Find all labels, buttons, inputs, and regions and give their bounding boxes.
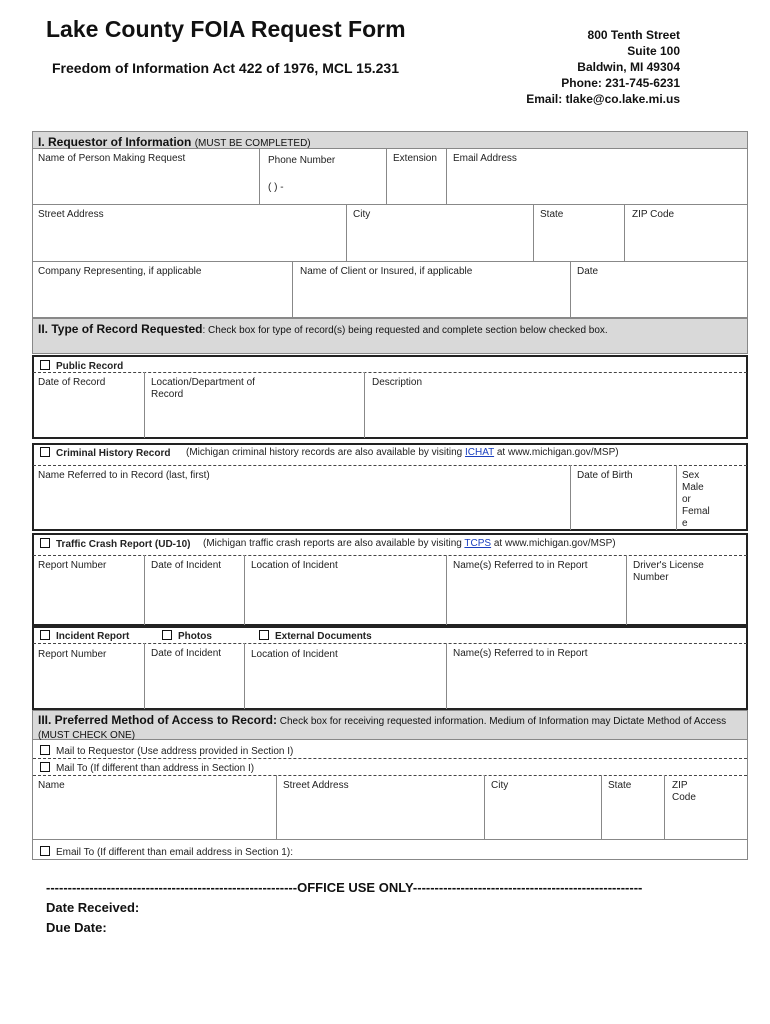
incident-location-field[interactable]: Location of Incident <box>251 649 338 660</box>
public-record-box <box>32 355 748 439</box>
ichat-note-pre: (Michigan criminal history records are also available by visiting <box>186 447 465 458</box>
checkbox-icon[interactable] <box>40 360 50 370</box>
description-field[interactable]: Description <box>372 377 423 388</box>
email-to-checkbox[interactable] <box>40 846 293 859</box>
requestor-name-field[interactable]: Name of Person Making Request <box>38 153 186 164</box>
tcps-note-pre: (Michigan traffic crash reports are also available by visiting <box>203 538 465 549</box>
sex-field[interactable] <box>682 470 716 530</box>
section3-title <box>38 714 738 742</box>
criminal-history-label: Criminal History Record <box>56 448 171 459</box>
incident-report-box <box>32 626 748 710</box>
date-of-birth-field[interactable]: Date of Birth <box>577 470 633 481</box>
checkbox-icon[interactable] <box>162 630 172 640</box>
address-phone: Phone: 231-745-6231 <box>561 76 680 90</box>
tcps-link[interactable]: TCPS <box>464 538 492 549</box>
traffic-crash-label: Traffic Crash Report (UD-10) <box>56 539 191 550</box>
checkbox-icon[interactable] <box>259 630 269 640</box>
incident-report-label: Incident Report <box>56 631 130 642</box>
county-address <box>420 27 680 107</box>
section1-note: (MUST BE COMPLETED) <box>194 138 311 149</box>
mail-city-field[interactable]: City <box>491 780 509 791</box>
drivers-license-field[interactable]: Driver's License Number <box>633 560 704 583</box>
public-record-label: Public Record <box>56 361 124 372</box>
female-label: Femal e <box>682 506 710 529</box>
criminal-history-note <box>186 447 619 459</box>
mail-to-requestor-checkbox[interactable] <box>40 745 293 758</box>
mail-street-address-field[interactable]: Street Address <box>283 780 349 791</box>
phone-number-field[interactable]: Phone Number <box>268 155 336 166</box>
ichat-note-post: at www.michigan.gov/MSP) <box>494 447 619 458</box>
name-referred-field[interactable]: Name Referred to in Record (last, first) <box>38 470 210 481</box>
or-label: or <box>682 494 691 505</box>
mail-to-label: Mail To (If different than address in Section I) <box>56 763 255 774</box>
traffic-names-field[interactable]: Name(s) Referred to in Report <box>453 560 588 571</box>
external-documents-label: External Documents <box>275 631 372 642</box>
photos-checkbox[interactable] <box>162 630 212 643</box>
checkbox-icon[interactable] <box>40 447 50 457</box>
company-field[interactable]: Company Representing, if applicable <box>38 266 202 277</box>
address-city: Baldwin, MI 49304 <box>577 60 680 74</box>
incident-report-number-field[interactable]: Report Number <box>38 649 107 660</box>
date-received-label: Date Received: <box>46 900 140 915</box>
location-department-field[interactable]: Location/Department of Record <box>151 377 255 400</box>
male-label: Male <box>682 482 704 493</box>
form-subtitle: Freedom of Information Act 422 of 1976, MCL 15.231 <box>52 60 399 76</box>
traffic-report-number-field[interactable]: Report Number <box>38 560 107 571</box>
checkbox-icon[interactable] <box>40 630 50 640</box>
checkbox-icon[interactable] <box>40 538 50 548</box>
date-of-record-field[interactable]: Date of Record <box>38 377 106 388</box>
incident-report-checkbox[interactable] <box>40 630 129 643</box>
street-address-field[interactable]: Street Address <box>38 209 104 220</box>
section2-title <box>38 322 608 336</box>
email-to-label: Email To (If different than email address in Section 1): <box>56 847 293 858</box>
city-field[interactable]: City <box>353 209 371 220</box>
section3-title-text: III. Preferred Method of Access to Record: <box>38 713 277 727</box>
mail-name-field[interactable]: Name <box>38 780 65 791</box>
client-name-field[interactable]: Name of Client or Insured, if applicable <box>300 266 473 277</box>
traffic-date-of-incident-field[interactable]: Date of Incident <box>151 560 222 571</box>
traffic-crash-note <box>203 538 616 550</box>
checkbox-icon[interactable] <box>40 846 50 856</box>
section2-note: : Check box for type of record(s) being requested and complete section below checked box. <box>202 325 608 336</box>
section3-note: Check box for receiving requested information. <box>276 716 490 727</box>
criminal-history-checkbox[interactable] <box>40 447 170 460</box>
sex-label: Sex <box>682 470 700 481</box>
section3-note-bold: Medium of Information may Dictate Method of Access (MUST CHECK ONE) <box>38 716 727 741</box>
mail-to-requestor-label: Mail to Requestor (Use address provided in Section I) <box>56 746 294 757</box>
phone-format: ( ) - <box>268 182 284 193</box>
mail-to-checkbox[interactable] <box>40 762 254 775</box>
section1-title <box>38 135 311 149</box>
email-address-field[interactable]: Email Address <box>453 153 517 164</box>
incident-date-field[interactable]: Date of Incident <box>151 648 222 659</box>
mail-state-field[interactable]: State <box>608 780 632 791</box>
zip-code-field[interactable]: ZIP Code <box>632 209 675 220</box>
ichat-link[interactable]: ICHAT <box>465 447 495 458</box>
due-date-label: Due Date: <box>46 920 107 935</box>
office-use-banner: ----------------------------------------------------------OFFICE USE ONLY----------------------------------------------------- <box>46 880 643 895</box>
section1-title-text: I. Requestor of Information <box>38 135 192 149</box>
traffic-location-field[interactable]: Location of Incident <box>251 560 338 571</box>
date-field[interactable]: Date <box>577 266 599 277</box>
extension-field[interactable]: Extension <box>393 153 437 164</box>
mail-zip-field[interactable]: ZIP Code <box>672 780 696 803</box>
address-email: Email: tlake@co.lake.mi.us <box>526 92 680 106</box>
external-documents-checkbox[interactable] <box>259 630 372 643</box>
checkbox-icon[interactable] <box>40 745 50 755</box>
form-title: Lake County FOIA Request Form <box>46 16 406 42</box>
section2-title-text: II. Type of Record Requested <box>38 322 203 336</box>
address-street: 800 Tenth Street <box>587 28 680 42</box>
photos-label: Photos <box>178 631 212 642</box>
traffic-crash-checkbox[interactable] <box>40 538 190 551</box>
state-field[interactable]: State <box>540 209 564 220</box>
checkbox-icon[interactable] <box>40 762 50 772</box>
address-suite: Suite 100 <box>627 44 680 58</box>
incident-names-field[interactable]: Name(s) Referred to in Report <box>453 648 588 659</box>
tcps-note-post: at www.michigan.gov/MSP) <box>491 538 616 549</box>
